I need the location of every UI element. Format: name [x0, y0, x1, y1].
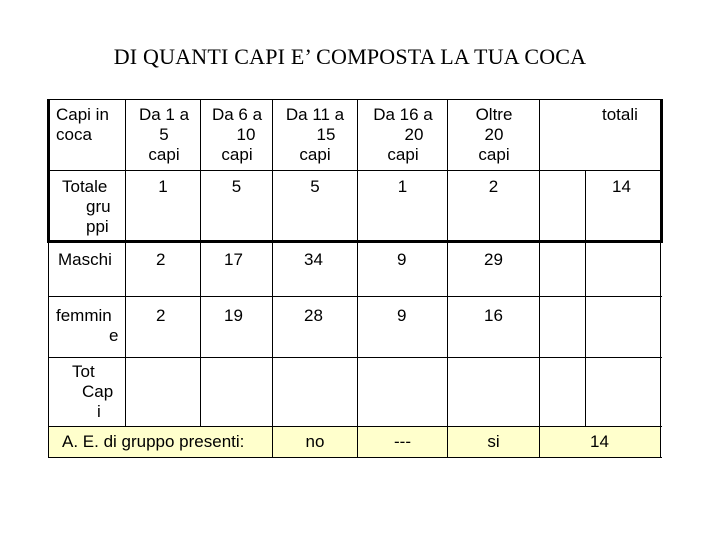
column-divider — [200, 99, 201, 427]
column-divider — [125, 99, 126, 427]
table-border-left — [47, 99, 50, 243]
cell-value: no — [305, 432, 325, 451]
row-label-femmine: femmin e — [56, 306, 119, 345]
cell-value: 2 — [156, 306, 166, 325]
header-totali: totali — [602, 105, 638, 124]
header-da-1-a-5: Da 1 a 5 capi — [138, 105, 190, 164]
column-divider — [272, 99, 273, 457]
header-da-6-a-10: Da 6 a 10 capi — [211, 105, 263, 164]
cell-total: 14 — [612, 177, 631, 196]
table-border-right — [660, 240, 661, 458]
row-label-tot-capi: Tot Cap i — [72, 362, 114, 421]
column-divider — [585, 170, 586, 426]
cell-value: 34 — [304, 250, 323, 269]
row-divider — [48, 426, 662, 427]
cell-value: 2 — [156, 250, 166, 269]
cell-value: 5 — [310, 177, 320, 196]
table-border-top — [48, 99, 662, 100]
row-label-ae: A. E. di gruppo presenti: — [62, 432, 245, 451]
cell-value: 19 — [224, 306, 243, 325]
cell-value: 2 — [488, 177, 499, 196]
page-title: DI QUANTI CAPI E’ COMPOSTA LA TUA COCA — [113, 44, 587, 69]
row-label-maschi: Maschi — [58, 250, 112, 269]
cell-value: 9 — [397, 250, 407, 269]
header-da-11-a-15: Da 11 a 15 capi — [285, 105, 345, 164]
header-oltre-20: Oltre 20 capi — [475, 105, 513, 164]
row-label-totale-gruppi: Totale gru ppi — [62, 177, 111, 236]
table-border-bottom — [48, 457, 662, 458]
header-capi-in-coca: Capi in coca — [56, 105, 109, 144]
row-divider — [48, 296, 662, 297]
cell-value: 1 — [158, 177, 168, 196]
row-divider — [48, 240, 662, 243]
cell-value: 29 — [484, 250, 503, 269]
cell-value: 28 — [304, 306, 323, 325]
column-divider — [357, 99, 358, 457]
cell-value: 5 — [231, 177, 242, 196]
header-da-16-a-20: Da 16 a 20 capi — [373, 105, 433, 164]
column-divider — [447, 99, 448, 457]
cell-value: si — [487, 432, 500, 451]
column-divider — [539, 99, 540, 457]
table-border-right — [660, 99, 663, 243]
cell-total: 14 — [590, 432, 609, 451]
row-divider — [48, 170, 662, 171]
cell-value: 17 — [224, 250, 243, 269]
cell-value: --- — [394, 432, 411, 451]
cell-value: 16 — [484, 306, 503, 325]
cell-value: 9 — [397, 306, 407, 325]
table-border-left — [48, 240, 49, 458]
cell-value: 1 — [397, 177, 408, 196]
row-divider — [48, 357, 662, 358]
